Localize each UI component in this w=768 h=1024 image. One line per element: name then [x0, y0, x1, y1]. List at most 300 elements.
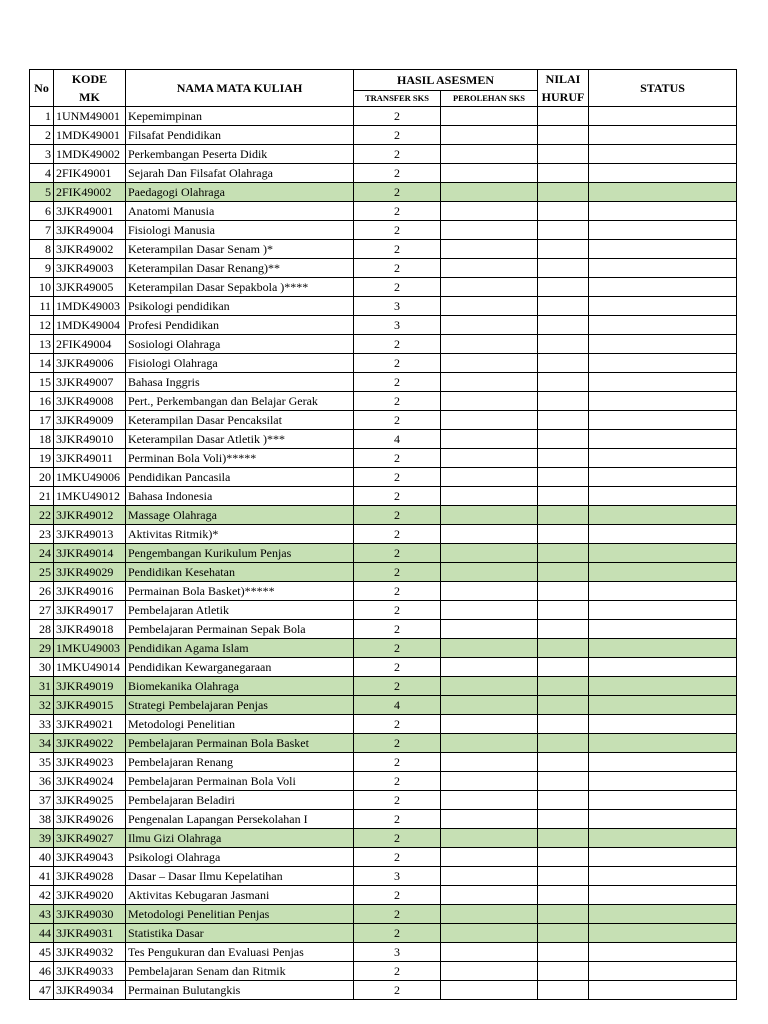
row-status: [589, 259, 737, 278]
row-perolehan-sks: [441, 886, 538, 905]
row-nilai-huruf: [538, 886, 589, 905]
row-transfer-sks: 2: [354, 810, 441, 829]
row-transfer-sks: 2: [354, 772, 441, 791]
row-perolehan-sks: [441, 335, 538, 354]
row-perolehan-sks: [441, 449, 538, 468]
table-row: [30, 848, 737, 867]
row-kode: 3JKR49034: [54, 981, 126, 1000]
row-kode: 3JKR49023: [54, 753, 126, 772]
row-transfer-sks: 2: [354, 544, 441, 563]
row-transfer-sks: 2: [354, 829, 441, 848]
row-status: [589, 221, 737, 240]
row-nama: Metodologi Penelitian Penjas: [126, 905, 354, 924]
row-nilai-huruf: [538, 259, 589, 278]
row-nilai-huruf: [538, 392, 589, 411]
row-nilai-huruf: [538, 468, 589, 487]
row-nama: Ilmu Gizi Olahraga: [126, 829, 354, 848]
row-transfer-sks: 2: [354, 126, 441, 145]
row-nama: Metodologi Penelitian: [126, 715, 354, 734]
row-perolehan-sks: [441, 411, 538, 430]
row-kode: 1MDK49001: [54, 126, 126, 145]
row-nama: Keterampilan Dasar Renang)**: [126, 259, 354, 278]
row-nilai-huruf: [538, 791, 589, 810]
row-nilai-huruf: [538, 696, 589, 715]
row-kode: 3JKR49018: [54, 620, 126, 639]
row-transfer-sks: 4: [354, 430, 441, 449]
row-nama: Pendidikan Kewarganegaraan: [126, 658, 354, 677]
row-nilai-huruf: [538, 164, 589, 183]
row-no: 36: [30, 772, 54, 791]
row-no: 3: [30, 145, 54, 164]
row-nama: Keterampilan Dasar Atletik )***: [126, 430, 354, 449]
row-perolehan-sks: [441, 316, 538, 335]
row-nama: Permainan Bulutangkis: [126, 981, 354, 1000]
table-row: [30, 373, 737, 392]
table-row: [30, 221, 737, 240]
header-kode-line2: MK: [79, 90, 100, 104]
table-row: [30, 145, 737, 164]
row-status: [589, 677, 737, 696]
row-perolehan-sks: [441, 392, 538, 411]
row-status: [589, 202, 737, 221]
row-kode: 3JKR49011: [54, 449, 126, 468]
row-transfer-sks: 2: [354, 658, 441, 677]
row-nilai-huruf: [538, 715, 589, 734]
row-nama: Pembelajaran Permainan Sepak Bola: [126, 620, 354, 639]
row-nama: Pembelajaran Permainan Bola Basket: [126, 734, 354, 753]
header-no: No: [30, 70, 54, 107]
row-status: [589, 126, 737, 145]
row-nilai-huruf: [538, 962, 589, 981]
row-status: [589, 107, 737, 126]
row-nama: Kepemimpinan: [126, 107, 354, 126]
row-no: 22: [30, 506, 54, 525]
row-transfer-sks: 2: [354, 335, 441, 354]
header-transfer-sks: TRANSFER SKS: [354, 91, 441, 107]
row-transfer-sks: 2: [354, 221, 441, 240]
row-status: [589, 240, 737, 259]
row-perolehan-sks: [441, 658, 538, 677]
row-nilai-huruf: [538, 278, 589, 297]
row-nilai-huruf: [538, 677, 589, 696]
row-no: 23: [30, 525, 54, 544]
row-status: [589, 506, 737, 525]
row-status: [589, 715, 737, 734]
row-kode: 1MKU49012: [54, 487, 126, 506]
table-row: [30, 392, 737, 411]
row-nilai-huruf: [538, 544, 589, 563]
table-row: [30, 487, 737, 506]
row-perolehan-sks: [441, 563, 538, 582]
row-nama: Profesi Pendidikan: [126, 316, 354, 335]
row-no: 19: [30, 449, 54, 468]
row-kode: 3JKR49022: [54, 734, 126, 753]
row-transfer-sks: 2: [354, 183, 441, 202]
row-nama: Pendidikan Agama Islam: [126, 639, 354, 658]
row-perolehan-sks: [441, 905, 538, 924]
row-nama: Pembelajaran Beladiri: [126, 791, 354, 810]
row-no: 14: [30, 354, 54, 373]
row-nilai-huruf: [538, 943, 589, 962]
row-no: 38: [30, 810, 54, 829]
row-no: 20: [30, 468, 54, 487]
row-kode: 1MDK49003: [54, 297, 126, 316]
row-no: 5: [30, 183, 54, 202]
row-status: [589, 373, 737, 392]
row-kode: 2FIK49001: [54, 164, 126, 183]
row-kode: 3JKR49029: [54, 563, 126, 582]
row-perolehan-sks: [441, 696, 538, 715]
row-status: [589, 468, 737, 487]
row-nilai-huruf: [538, 734, 589, 753]
row-no: 21: [30, 487, 54, 506]
row-status: [589, 867, 737, 886]
row-nilai-huruf: [538, 145, 589, 164]
row-nilai-huruf: [538, 107, 589, 126]
table-row: [30, 297, 737, 316]
row-status: [589, 962, 737, 981]
row-perolehan-sks: [441, 525, 538, 544]
row-status: [589, 316, 737, 335]
table-row: [30, 715, 737, 734]
row-perolehan-sks: [441, 278, 538, 297]
table-row: [30, 829, 737, 848]
row-perolehan-sks: [441, 354, 538, 373]
row-nilai-huruf: [538, 487, 589, 506]
row-kode: 3JKR49009: [54, 411, 126, 430]
row-status: [589, 430, 737, 449]
table-row: [30, 810, 737, 829]
row-status: [589, 886, 737, 905]
row-transfer-sks: 3: [354, 943, 441, 962]
row-transfer-sks: 2: [354, 791, 441, 810]
row-transfer-sks: 2: [354, 202, 441, 221]
row-perolehan-sks: [441, 601, 538, 620]
row-perolehan-sks: [441, 164, 538, 183]
row-no: 41: [30, 867, 54, 886]
row-nilai-huruf: [538, 221, 589, 240]
row-transfer-sks: 2: [354, 468, 441, 487]
row-status: [589, 734, 737, 753]
row-nama: Tes Pengukuran dan Evaluasi Penjas: [126, 943, 354, 962]
row-transfer-sks: 2: [354, 962, 441, 981]
table-row: [30, 658, 737, 677]
row-kode: 3JKR49026: [54, 810, 126, 829]
row-status: [589, 848, 737, 867]
row-no: 35: [30, 753, 54, 772]
table-row: [30, 240, 737, 259]
row-nilai-huruf: [538, 658, 589, 677]
row-perolehan-sks: [441, 924, 538, 943]
table-body: [30, 107, 737, 1000]
table-row: [30, 525, 737, 544]
row-nama: Sejarah Dan Filsafat Olahraga: [126, 164, 354, 183]
row-status: [589, 791, 737, 810]
row-perolehan-sks: [441, 259, 538, 278]
row-transfer-sks: 2: [354, 373, 441, 392]
row-status: [589, 753, 737, 772]
row-transfer-sks: 2: [354, 164, 441, 183]
table-row: [30, 772, 737, 791]
row-status: [589, 297, 737, 316]
table-row: [30, 601, 737, 620]
row-no: 15: [30, 373, 54, 392]
row-transfer-sks: 2: [354, 411, 441, 430]
row-nilai-huruf: [538, 639, 589, 658]
row-nilai-huruf: [538, 316, 589, 335]
row-transfer-sks: 2: [354, 392, 441, 411]
row-status: [589, 354, 737, 373]
row-nilai-huruf: [538, 829, 589, 848]
row-nilai-huruf: [538, 506, 589, 525]
row-status: [589, 582, 737, 601]
header-nilai-line1: NILAI: [545, 72, 581, 86]
table-row: [30, 943, 737, 962]
header-nama: NAMA MATA KULIAH: [126, 70, 354, 107]
row-kode: 3JKR49005: [54, 278, 126, 297]
row-status: [589, 943, 737, 962]
row-no: 7: [30, 221, 54, 240]
row-no: 33: [30, 715, 54, 734]
header-kode-line1: KODE: [71, 72, 108, 86]
row-kode: 3JKR49028: [54, 867, 126, 886]
row-no: 25: [30, 563, 54, 582]
row-kode: 1MDK49002: [54, 145, 126, 164]
row-transfer-sks: 2: [354, 601, 441, 620]
row-nama: Pendidikan Pancasila: [126, 468, 354, 487]
row-perolehan-sks: [441, 183, 538, 202]
row-transfer-sks: 4: [354, 696, 441, 715]
row-transfer-sks: 2: [354, 848, 441, 867]
row-status: [589, 924, 737, 943]
row-status: [589, 164, 737, 183]
table-row: [30, 506, 737, 525]
row-nilai-huruf: [538, 905, 589, 924]
table-row: [30, 202, 737, 221]
row-no: 4: [30, 164, 54, 183]
row-no: 6: [30, 202, 54, 221]
row-status: [589, 563, 737, 582]
row-nilai-huruf: [538, 449, 589, 468]
row-nama: Strategi Pembelajaran Penjas: [126, 696, 354, 715]
row-nilai-huruf: [538, 753, 589, 772]
row-no: 37: [30, 791, 54, 810]
table-row: [30, 962, 737, 981]
table-row: [30, 639, 737, 658]
row-nama: Permainan Bola Basket)*****: [126, 582, 354, 601]
row-kode: 3JKR49015: [54, 696, 126, 715]
row-kode: 3JKR49012: [54, 506, 126, 525]
row-perolehan-sks: [441, 373, 538, 392]
row-no: 10: [30, 278, 54, 297]
row-kode: 1MKU49003: [54, 639, 126, 658]
row-nilai-huruf: [538, 430, 589, 449]
row-perolehan-sks: [441, 791, 538, 810]
row-transfer-sks: 2: [354, 563, 441, 582]
row-nilai-huruf: [538, 601, 589, 620]
row-status: [589, 278, 737, 297]
header-nilai-huruf: [538, 70, 589, 107]
row-nama: Paedagogi Olahraga: [126, 183, 354, 202]
table-row: [30, 354, 737, 373]
row-no: 34: [30, 734, 54, 753]
table-row: [30, 981, 737, 1000]
row-kode: 3JKR49021: [54, 715, 126, 734]
header-hasil-asesmen: HASIL ASESMEN: [354, 70, 538, 91]
row-no: 17: [30, 411, 54, 430]
row-no: 9: [30, 259, 54, 278]
row-kode: 1MKU49006: [54, 468, 126, 487]
row-perolehan-sks: [441, 145, 538, 164]
row-kode: 3JKR49043: [54, 848, 126, 867]
row-nilai-huruf: [538, 202, 589, 221]
row-no: 42: [30, 886, 54, 905]
row-nilai-huruf: [538, 867, 589, 886]
row-nilai-huruf: [538, 297, 589, 316]
row-perolehan-sks: [441, 126, 538, 145]
row-kode: 3JKR49020: [54, 886, 126, 905]
row-perolehan-sks: [441, 848, 538, 867]
table-row: [30, 316, 737, 335]
row-nilai-huruf: [538, 240, 589, 259]
row-kode: 3JKR49016: [54, 582, 126, 601]
row-no: 39: [30, 829, 54, 848]
row-nilai-huruf: [538, 126, 589, 145]
row-nama: Massage Olahraga: [126, 506, 354, 525]
row-transfer-sks: 2: [354, 715, 441, 734]
row-no: 29: [30, 639, 54, 658]
row-transfer-sks: 2: [354, 753, 441, 772]
table-row: [30, 620, 737, 639]
course-table: [29, 69, 737, 1000]
row-kode: 3JKR49032: [54, 943, 126, 962]
row-transfer-sks: 2: [354, 449, 441, 468]
row-nama: Pengembangan Kurikulum Penjas: [126, 544, 354, 563]
row-nilai-huruf: [538, 848, 589, 867]
row-perolehan-sks: [441, 297, 538, 316]
row-nama: Sosiologi Olahraga: [126, 335, 354, 354]
row-no: 1: [30, 107, 54, 126]
row-nilai-huruf: [538, 183, 589, 202]
row-perolehan-sks: [441, 734, 538, 753]
row-perolehan-sks: [441, 772, 538, 791]
row-nama: Pengenalan Lapangan Persekolahan I: [126, 810, 354, 829]
row-status: [589, 905, 737, 924]
row-kode: 3JKR49010: [54, 430, 126, 449]
row-transfer-sks: 2: [354, 525, 441, 544]
row-nilai-huruf: [538, 810, 589, 829]
row-kode: 3JKR49031: [54, 924, 126, 943]
row-no: 44: [30, 924, 54, 943]
table-row: [30, 924, 737, 943]
row-transfer-sks: 2: [354, 924, 441, 943]
row-nama: Pendidikan Kesehatan: [126, 563, 354, 582]
row-kode: 3JKR49013: [54, 525, 126, 544]
row-kode: 3JKR49019: [54, 677, 126, 696]
row-nama: Aktivitas Ritmik)*: [126, 525, 354, 544]
row-nilai-huruf: [538, 924, 589, 943]
row-status: [589, 696, 737, 715]
row-kode: 3JKR49030: [54, 905, 126, 924]
row-perolehan-sks: [441, 221, 538, 240]
row-status: [589, 487, 737, 506]
row-no: 13: [30, 335, 54, 354]
row-status: [589, 411, 737, 430]
row-status: [589, 335, 737, 354]
table-row: [30, 449, 737, 468]
row-no: 30: [30, 658, 54, 677]
row-perolehan-sks: [441, 810, 538, 829]
row-status: [589, 183, 737, 202]
row-kode: 3JKR49033: [54, 962, 126, 981]
row-status: [589, 392, 737, 411]
table-row: [30, 183, 737, 202]
table-row: [30, 905, 737, 924]
row-nama: Perminan Bola Voli)*****: [126, 449, 354, 468]
row-no: 11: [30, 297, 54, 316]
row-kode: 1UNM49001: [54, 107, 126, 126]
row-kode: 3JKR49024: [54, 772, 126, 791]
table-row: [30, 791, 737, 810]
table-row: [30, 582, 737, 601]
row-nama: Keterampilan Dasar Senam )*: [126, 240, 354, 259]
row-status: [589, 620, 737, 639]
row-transfer-sks: 2: [354, 354, 441, 373]
row-nama: Bahasa Inggris: [126, 373, 354, 392]
row-transfer-sks: 2: [354, 639, 441, 658]
row-status: [589, 772, 737, 791]
row-nama: Keterampilan Dasar Pencaksilat: [126, 411, 354, 430]
row-status: [589, 145, 737, 164]
row-transfer-sks: 2: [354, 620, 441, 639]
row-no: 27: [30, 601, 54, 620]
row-kode: 3JKR49017: [54, 601, 126, 620]
row-perolehan-sks: [441, 829, 538, 848]
row-nama: Filsafat Pendidikan: [126, 126, 354, 145]
row-nama: Bahasa Indonesia: [126, 487, 354, 506]
row-kode: 3JKR49008: [54, 392, 126, 411]
row-nilai-huruf: [538, 525, 589, 544]
row-kode: 3JKR49007: [54, 373, 126, 392]
row-perolehan-sks: [441, 468, 538, 487]
table-row: [30, 126, 737, 145]
row-no: 18: [30, 430, 54, 449]
table-row: [30, 886, 737, 905]
header-perolehan-sks: PEROLEHAN SKS: [441, 91, 538, 107]
row-no: 16: [30, 392, 54, 411]
row-transfer-sks: 2: [354, 734, 441, 753]
row-perolehan-sks: [441, 639, 538, 658]
row-nama: Biomekanika Olahraga: [126, 677, 354, 696]
row-nama: Fisiologi Olahraga: [126, 354, 354, 373]
row-no: 2: [30, 126, 54, 145]
table-row: [30, 164, 737, 183]
row-perolehan-sks: [441, 943, 538, 962]
table-row: [30, 259, 737, 278]
row-no: 28: [30, 620, 54, 639]
table-row: [30, 563, 737, 582]
row-no: 32: [30, 696, 54, 715]
row-nama: Aktivitas Kebugaran Jasmani: [126, 886, 354, 905]
header-kode: [54, 70, 126, 107]
table-row: [30, 677, 737, 696]
table-row: [30, 468, 737, 487]
row-perolehan-sks: [441, 487, 538, 506]
header-status: STATUS: [589, 70, 737, 107]
row-perolehan-sks: [441, 582, 538, 601]
row-nilai-huruf: [538, 354, 589, 373]
row-no: 24: [30, 544, 54, 563]
